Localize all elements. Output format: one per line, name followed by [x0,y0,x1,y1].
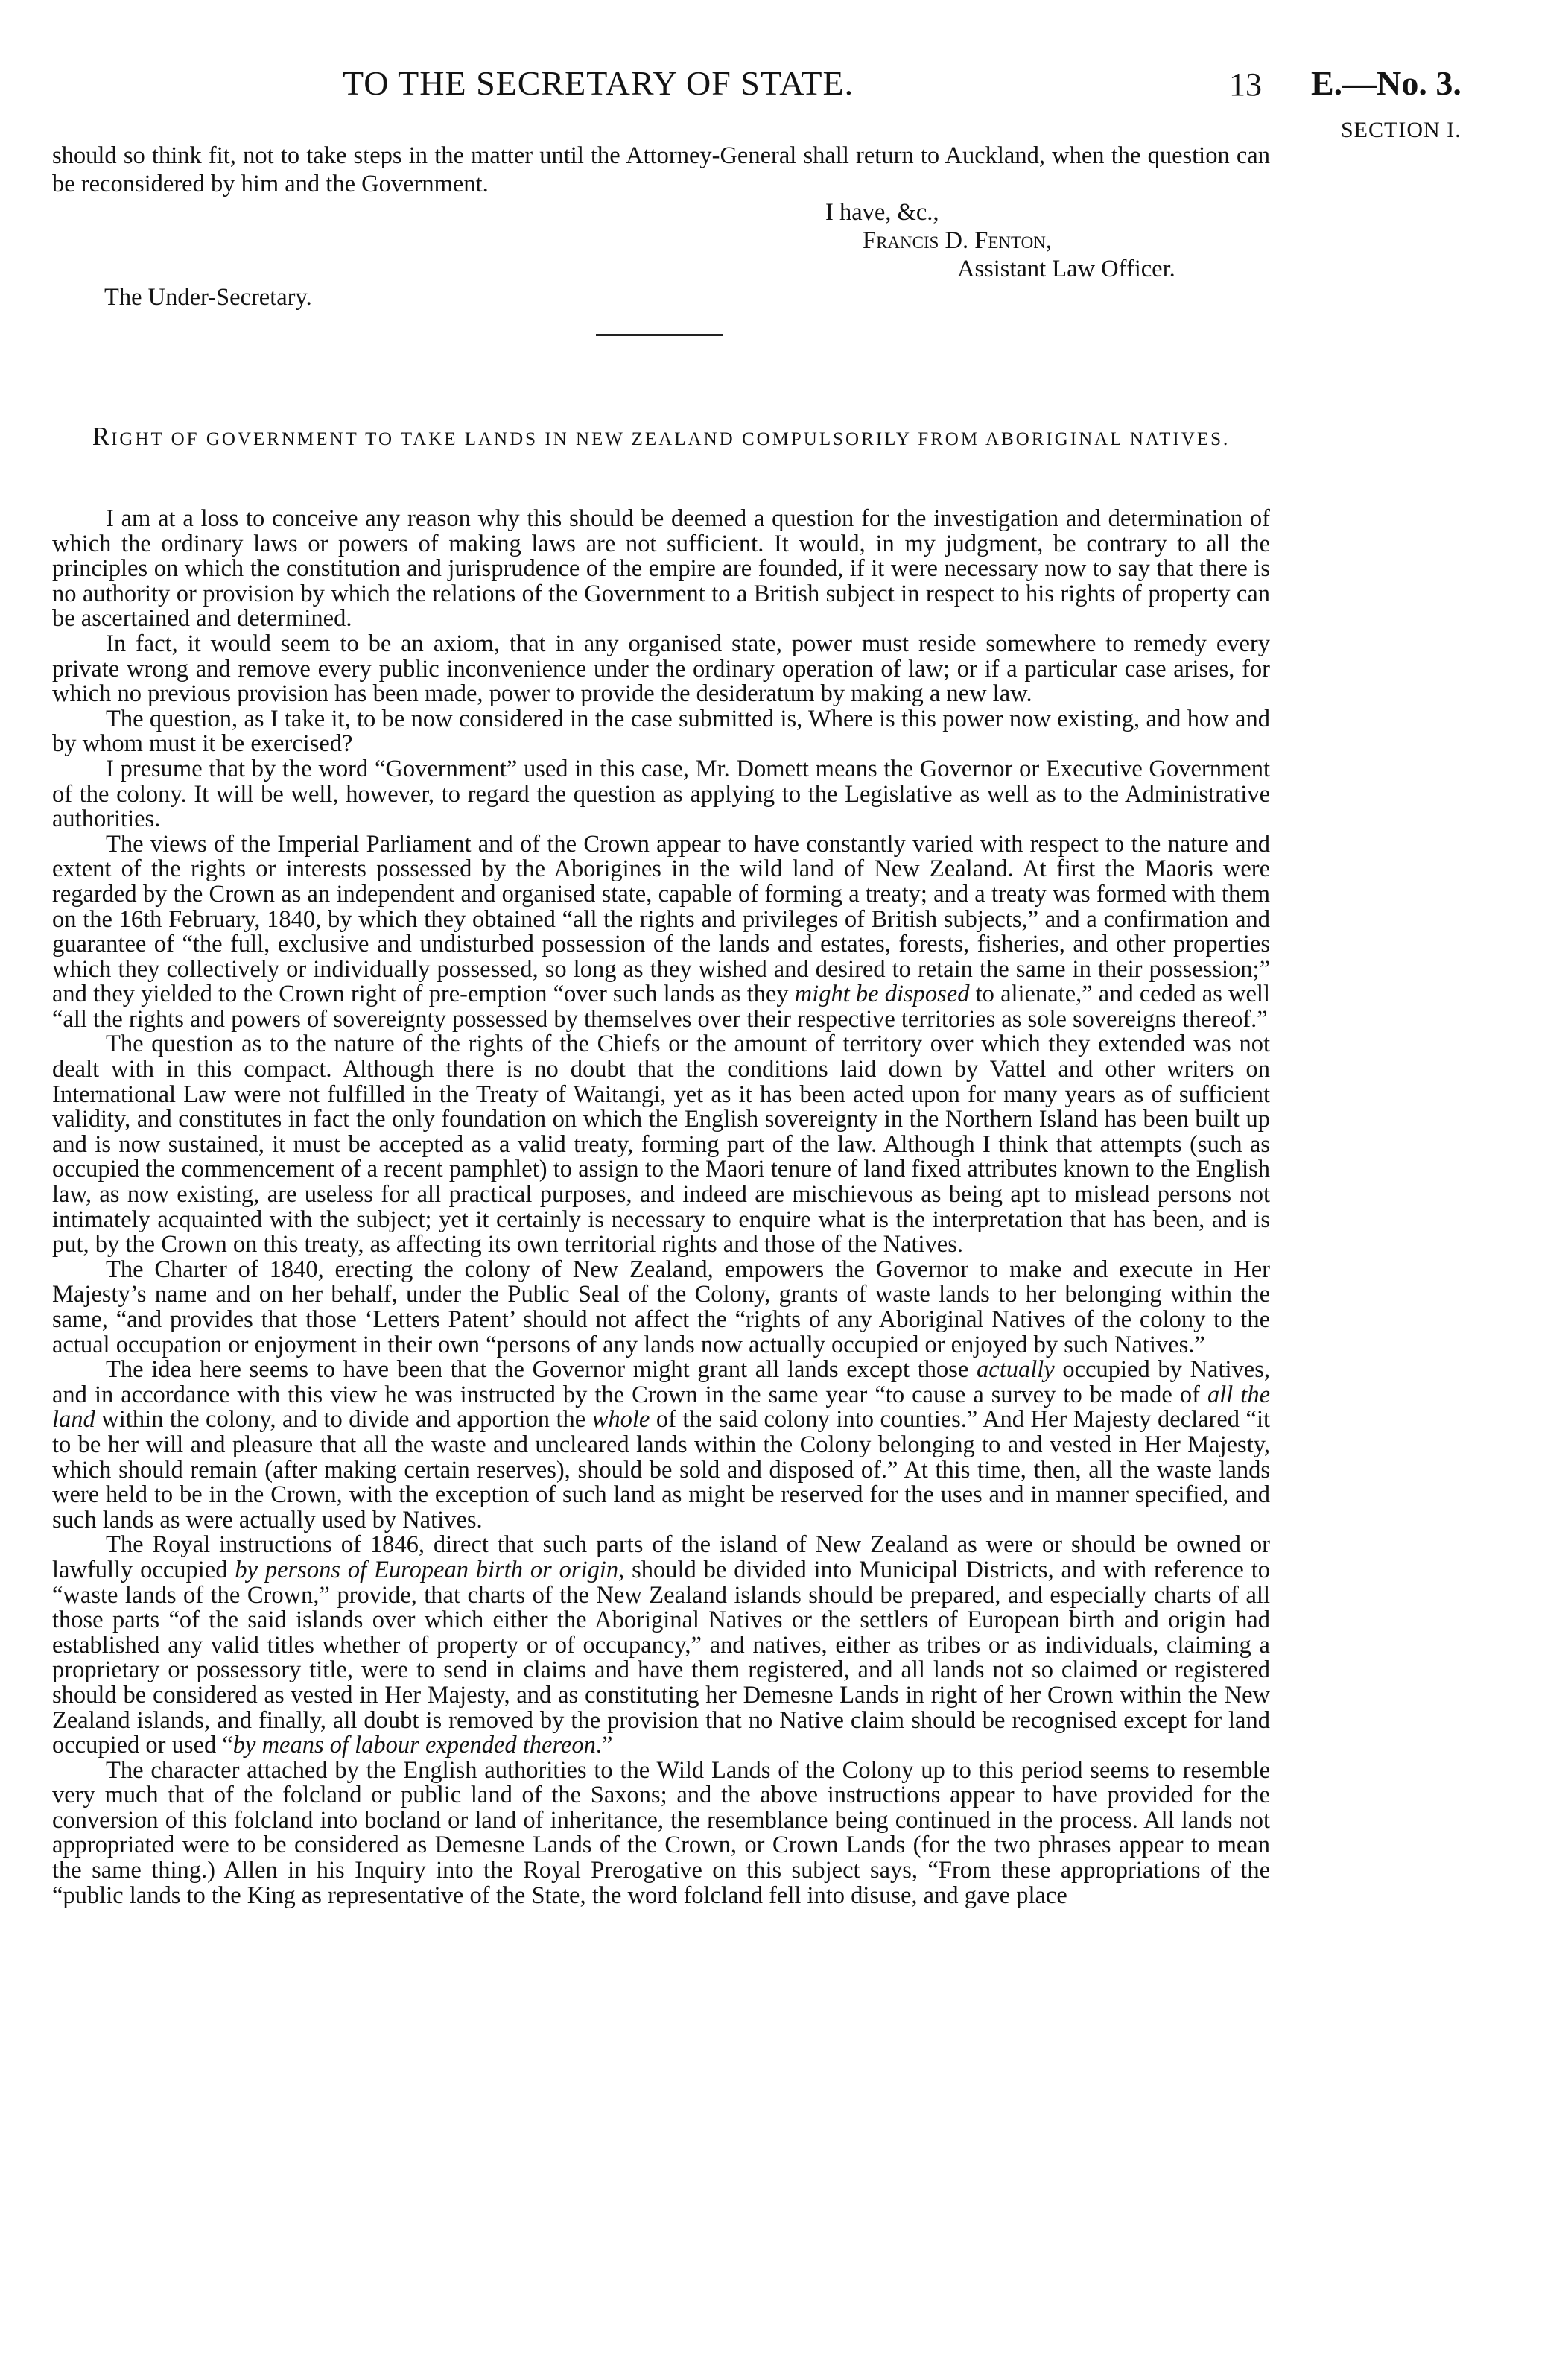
italic-phrase: all the land [52,1381,1270,1434]
salutation: I have, &c., [825,199,939,226]
article-paragraph: The views of the Imperial Parliament and of the Crown appear to have constantly varied with respect to the nature and extent of the rights or interests possessed by the Aborigines in the wild land of New Zealand. At first the Maoris were regarded by the Crown as an independent and organised state, capable of forming a treaty; and a treaty was formed with them on the 16th February, 1840, by which they obtained “all the rights and privileges of British subjects,” and a confirmation and guarantee of “the full, exclusive and undisturbed possession of the lands and estates, forests, fisheries, and other properties which they collectively or individually possessed, so long as they wished and desired to retain the same in their possession;” and they yielded to the Crown right of pre-emption “over such lands as they might be disposed to alienate,” and ceded as well “all the rights and powers of sovereignty possessed by themselves over their respective territories as sole sovereigns thereof.” [52,830,1270,1033]
running-head: TO THE SECRETARY OF STATE. [343,64,854,102]
article-paragraph: The character attached by the English authorities to the Wild Lands of the Colony up to this period seems to resemble very much that of the folcland or public land of the Saxons; and the above instructions appear to have provided for the conversion of this folcland into bocland or land of inheritance, the resemblance being continued in the process. All lands not appropriated were to be considered as Demesne Lands of the Crown, or Crown Lands (for the two phrases appear to mean the same thing.) Allen in his Inquiry into the Royal Prerogative on this subject says, “From these appropriations of the “public lands to the King as representative of the State, the word folcland fell into disuse, and gave place [52,1756,1270,1909]
document-reference: E.—No. 3. [1311,64,1461,102]
letter-continuation: should so think fit, not to take steps in the matter until the Attorney-General shall return to Auckland, when the question can be reconsidered by him and the Government. [52,142,1270,197]
article-body [52,507,1270,1908]
italic-phrase: by persons of European birth or origin [235,1556,619,1583]
title-text: IGHT OF GOVERNMENT TO TAKE LANDS IN NEW ZEALAND COMPULSORILY FROM ABORIGINAL NATIVES. [111,429,1231,449]
italic-phrase: actually [977,1356,1055,1384]
title-initial: R [92,422,112,451]
article-paragraph: The Royal instructions of 1846, direct that such parts of the island of New Zealand as were or should be owned or lawfully occupied by persons of European birth or origin, should be divided into Municipal Districts, and with reference to “waste lands of the Crown,” provide, that charts of the New Zealand islands should be prepared, and especially charts of all those parts “of the said islands over which either the Aboriginal Natives or the settlers of European birth and origin had established any valid titles whether of property or of occupancy,” and natives, either as tribes or as individuals, claiming a proprietary or possessory title, were to send in claims and have them registered, and all lands not so claimed or registered should be considered as vested in Her Majesty, and as constituting her Demesne Lands in right of her Crown within the New Zealand islands, and finally, all doubt is removed by the provision that no Native claim should be recognised except for land occupied or used “by means of labour expended thereon.” [52,1531,1270,1759]
italic-phrase: whole [591,1406,650,1434]
italic-phrase: might be disposed [794,981,970,1008]
italic-phrase: by means of labour expended thereon [232,1732,596,1759]
addressee: The Under-Secretary. [104,284,312,311]
section-label: SECTION I. [1341,118,1461,142]
article-paragraph: The Charter of 1840, erecting the colony of New Zealand, empowers the Governor to make and execute in Her Majesty’s name and on her behalf, under the Public Seal of the Colony, grants of waste lands to her belonging within the same, “and provides that those ‘Letters Patent’ should not affect the “rights of any Aboriginal Natives of the colony to the actual occupation or enjoyment in their own “persons of any lands now actually occupied or enjoyed by such Natives.” [52,1256,1270,1358]
article-paragraph: In fact, it would seem to be an axiom, that in any organised state, power must reside somewhere to remedy every private wrong and remove every public inconvenience under the ordinary operation of law; or if a particular case arises, for which no previous provision has been made, power to provide the desideratum by making a new law. [52,630,1270,708]
article-paragraph: I am at a loss to conceive any reason why this should be deemed a question for the investigation and determination of which the ordinary laws or powers of making laws are not sufficient. It would, in my judgment, be contrary to all the principles on which the constitution and jurisprudence of the empire are founded, if it were necessary now to say that there is no authority or provision by which the relations of the Government to a British subject in respect to his rights of property can be ascertained and determined. [52,505,1270,633]
signatory-title: Assistant Law Officer. [957,256,1175,282]
section-divider [596,334,723,336]
article-paragraph: The idea here seems to have been that the Governor might grant all lands except those actually occupied by Natives, and in accordance with this view he was instructed by the Crown in the same year “to cause a survey to be made of all the land within the colony, and to divide and apportion the whole of the said colony into counties.” And Her Majesty declared “it to be her will and pleasure that all the waste and uncleared lands within the Colony belonging to and vested in Her Majesty, which should remain (after making certain reserves), should be sold and disposed of.” At this time, then, all the waste lands were held to be in the Crown, with the exception of such land as might be reserved for the uses and in manner specified, and such lands as were actually used by Natives. [52,1356,1271,1533]
page-number: 13 [1229,66,1262,103]
article-paragraph: The question as to the nature of the rights of the Chiefs or the amount of territory over which they extended was not dealt with in this compact. Although there is no doubt that the conditions laid down by Vattel and other writers on International Law were not fulfilled in the Treaty of Waitangi, yet as it has been acted upon for many years as of sufficient validity, and constitutes in fact the only foundation on which the English sovereignty in the Northern Island has been built up and is now sustained, it must be accepted as a valid treaty, forming part of the law. Although I think that attempts (such as occupied the commencement of a recent pamphlet) to assign to the Maori tenure of land fixed attributes known to the English law, as now existing, are useless for all practical purposes, and indeed are mischievous as being apt to mislead persons not intimately acquainted with the subject; yet it certainly is necessary to enquire what is the interpretation that has been, and is put, by the Crown on this treaty, as affecting its own territorial rights and those of the Natives. [52,1031,1270,1259]
article-paragraph: The question, as I take it, to be now considered in the case submitted is, Where is this power now existing, and how and by whom must it be exercised? [52,705,1270,758]
article-paragraph: I presume that by the word “Government” used in this case, Mr. Domett means the Governor or Executive Government of the colony. It will be well, however, to regard the question as applying to the Legislative as well as to the Administrative authorities. [52,755,1270,833]
signatory-name: Francis D. Fenton, [863,227,1052,254]
article-title [52,421,1270,455]
